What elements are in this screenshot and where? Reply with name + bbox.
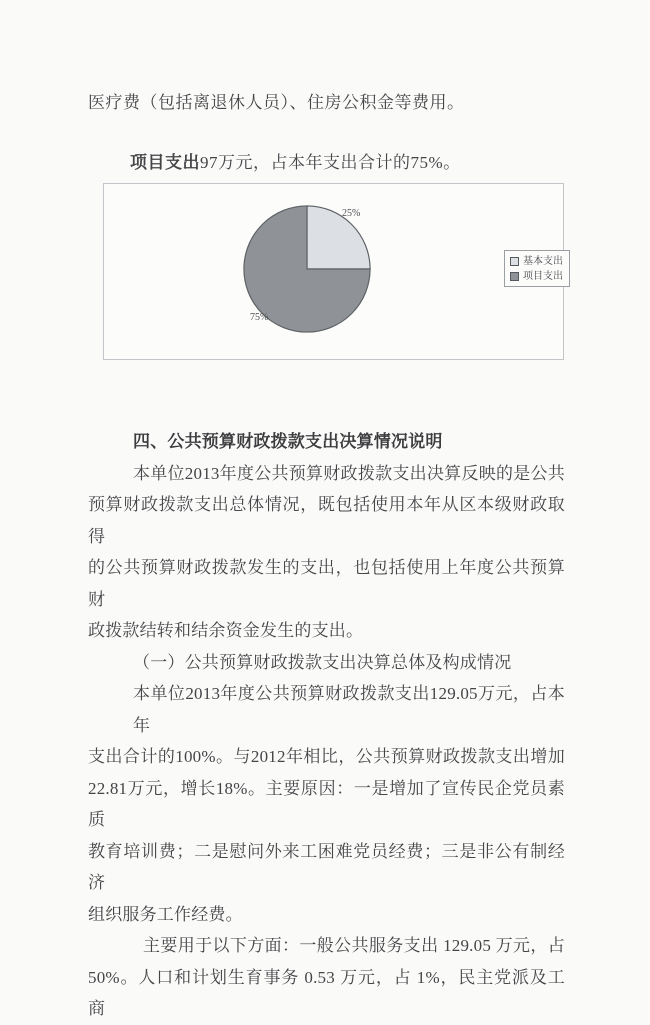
text-line: 50%。人口和计划生育事务 0.53 万元，占 1%，民主党派及工商 (88, 967, 565, 1018)
text-line: 的公共预算财政拨款发生的支出，也包括使用上年度公共预算财 (88, 558, 565, 609)
legend-item-project (510, 271, 563, 282)
section-4 (88, 426, 565, 1025)
legend-swatch-project-icon (510, 272, 519, 281)
text-line: 预算财政拨款支出总体情况，既包括使用本年从区本级财政取得 (88, 495, 565, 546)
legend-swatch-basic-icon (510, 257, 519, 266)
text-line: 教育培训费；二是慰问外来工困难党员经费；三是非公有制经济 (88, 841, 565, 892)
text-line: 政拨款结转和结余资金发生的支出。 (88, 621, 364, 640)
pie-slice-基本支出 (307, 206, 370, 269)
legend-label-project: 项目支出 (523, 271, 563, 282)
legend-label-basic: 基本支出 (523, 256, 563, 267)
text-line: 22.81万元，增长18%。主要原因：一是增加了宣传民企党员素质 (88, 778, 565, 829)
text-line: 支出合计的100%。与2012年相比，公共预算财政拨款支出增加 (88, 747, 565, 766)
text-line: 主要用于以下方面：一般公共服务支出 129.05 万元，占 (143, 936, 565, 955)
legend-item-basic (510, 256, 563, 267)
intro-text: 医疗费（包括离退休人员）、住房公积金等费用。 (88, 93, 465, 112)
pie-slice-label-project: 75% (250, 312, 269, 323)
project-expense-summary (130, 148, 461, 178)
chart-legend (504, 250, 570, 287)
text-line: 组织服务工作经费。 (88, 904, 243, 924)
text-line: 本单位2013年度公共预算财政拨款支出129.05万元，占本年 (133, 684, 565, 735)
section-subheading: （一）公共预算财政拨款支出决算总体及构成情况 (133, 652, 512, 672)
project-expense-value: 97万元，占本年支出合计的75%。 (200, 153, 461, 172)
project-expense-label: 项目支出 (130, 153, 200, 172)
section-heading: 四、公共预算财政拨款支出决算情况说明 (133, 432, 443, 451)
pie-slice-label-basic: 25% (342, 208, 361, 219)
text-line: 本单位2013年度公共预算财政拨款支出决算反映的是公共 (133, 463, 565, 483)
pie-chart-panel (103, 183, 564, 360)
